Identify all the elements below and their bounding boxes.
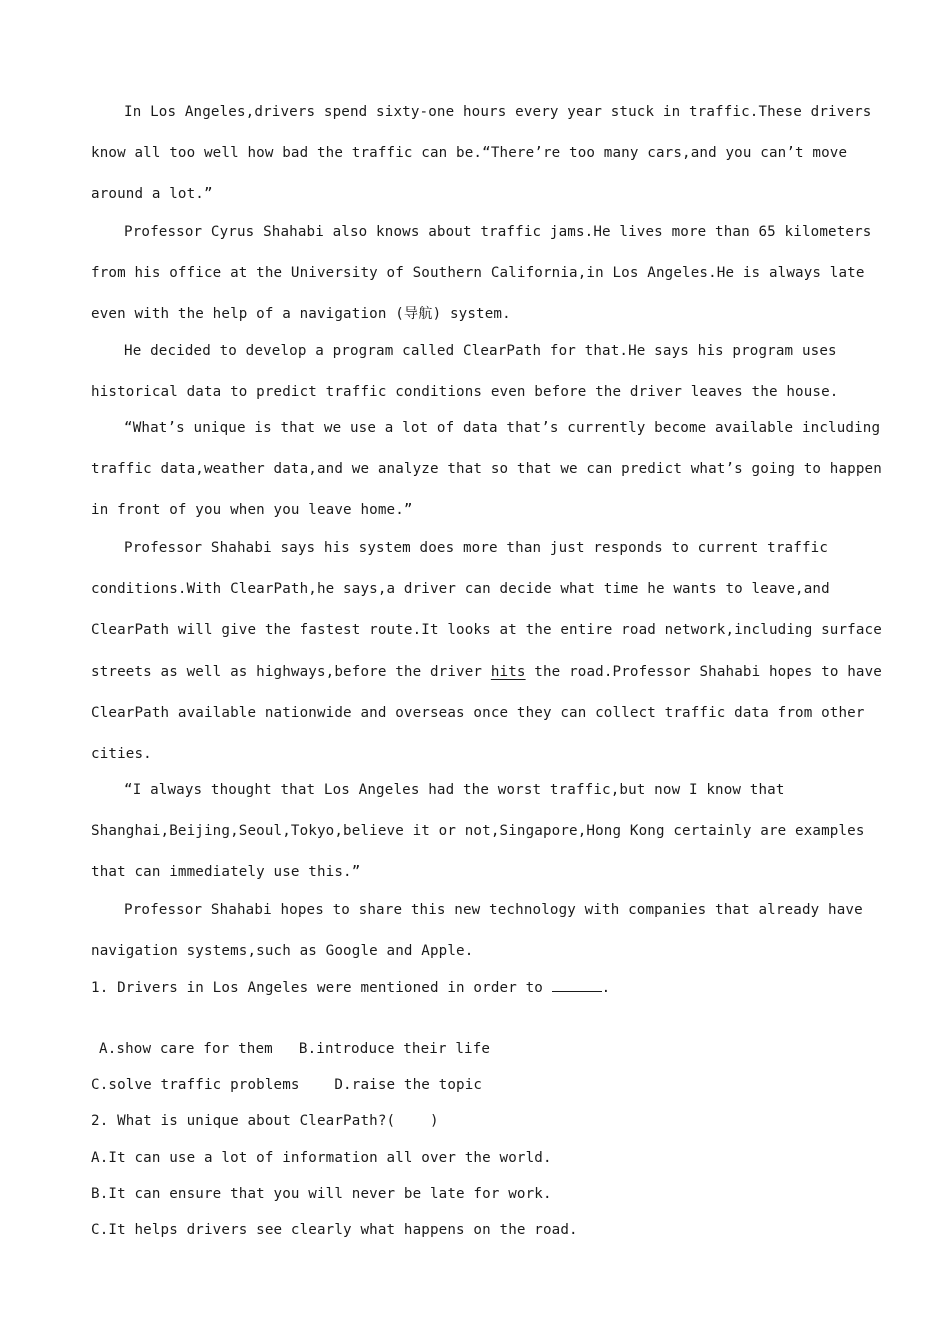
passage-p7-line2: navigation systems,such as Google and Apple. [91, 943, 474, 959]
passage-p3-line2: historical data to predict traffic conditions even before the driver leaves the house. [91, 384, 839, 400]
question-1-end: . [601, 980, 611, 996]
question-2-option-c: C.It helps drivers see clearly what happens on the road. [91, 1222, 578, 1238]
passage-p4-line2: traffic data,weather data,and we analyze that so that we can predict what’s going to happen [91, 461, 882, 477]
question-1-text: 1. Drivers in Los Angeles were mentioned in order to [91, 980, 552, 996]
answer-blank [552, 977, 602, 992]
passage-p5-line6: cities. [91, 746, 152, 762]
passage-p1-line2: know all too well how bad the traffic can be.“There’re too many cars,and you can’t move [91, 145, 848, 161]
passage-p5-line3: ClearPath will give the fastest route.It looks at the entire road network,including surface [91, 622, 882, 638]
passage-p5-line2: conditions.With ClearPath,he says,a driver can decide what time he wants to leave,and [91, 581, 830, 597]
passage-p1-line1: In Los Angeles,drivers spend sixty-one hours every year stuck in traffic.These drivers [124, 104, 872, 120]
passage-p5-line4-before: streets as well as highways,before the driver [91, 664, 491, 680]
passage-p4-line3: in front of you when you leave home.” [91, 502, 413, 518]
underlined-word-hits: hits [490, 664, 526, 680]
passage-p5-line4-after: the road.Professor Shahabi hopes to have [525, 664, 882, 680]
passage-p7-line1: Professor Shahabi hopes to share this new technology with companies that already have [124, 902, 863, 918]
question-2-option-b: B.It can ensure that you will never be late for work. [91, 1186, 552, 1202]
question-1-options-row2: C.solve traffic problems D.raise the topic [91, 1077, 483, 1093]
passage-p3-line1: He decided to develop a program called ClearPath for that.He says his program uses [124, 343, 837, 359]
passage-p5-line4 [91, 662, 882, 682]
question-2-stem: 2. What is unique about ClearPath?( ) [91, 1113, 439, 1129]
passage-p5-line5: ClearPath available nationwide and overseas once they can collect traffic data from other [91, 705, 865, 721]
question-1-stem [91, 977, 610, 998]
passage-p5-line1: Professor Shahabi says his system does more than just responds to current traffic [124, 540, 829, 556]
passage-p6-line3: that can immediately use this.” [91, 864, 361, 880]
question-1-options-row1: A.show care for them B.introduce their life [99, 1041, 491, 1057]
passage-p4-line1: “What’s unique is that we use a lot of data that’s currently become available including [124, 420, 881, 436]
passage-p1-line3: around a lot.” [91, 186, 213, 202]
passage-p6-line2: Shanghai,Beijing,Seoul,Tokyo,believe it or not,Singapore,Hong Kong certainly are examples [91, 823, 865, 839]
passage-p2-line1: Professor Cyrus Shahabi also knows about traffic jams.He lives more than 65 kilometers [124, 224, 872, 240]
passage-p6-line1: “I always thought that Los Angeles had the worst traffic,but now I know that [124, 782, 785, 798]
question-2-option-a: A.It can use a lot of information all over the world. [91, 1150, 552, 1166]
passage-p2-line2: from his office at the University of Southern California,in Los Angeles.He is always late [91, 265, 865, 281]
passage-p2-line3: even with the help of a navigation (导航) system. [91, 306, 511, 322]
